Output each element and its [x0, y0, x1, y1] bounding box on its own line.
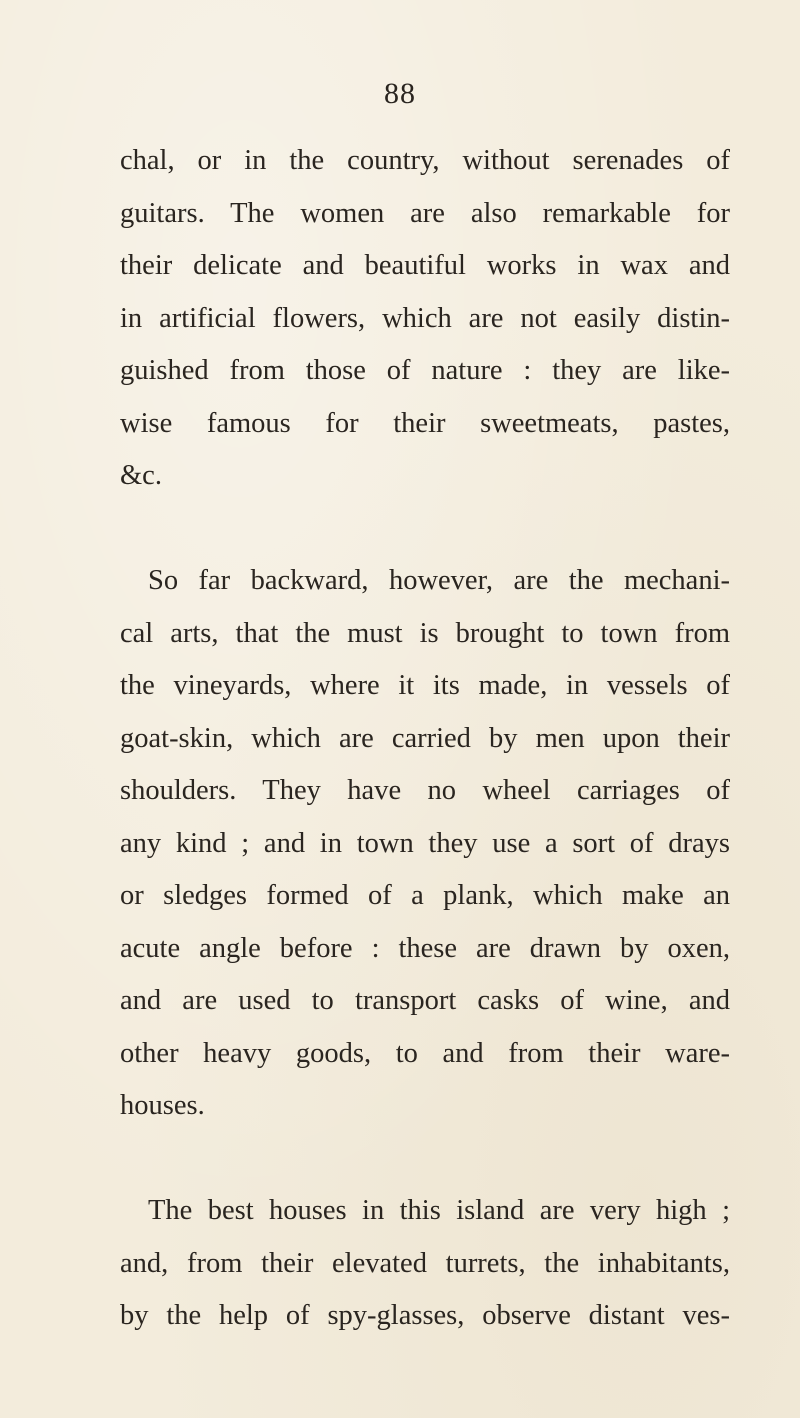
paragraph-gap	[120, 1133, 730, 1186]
text-line: &c.	[120, 460, 162, 491]
text-line: guished from those of nature : they are like-	[120, 355, 730, 386]
paragraph-gap	[120, 503, 730, 556]
text-line: chal, or in the country, without serenades of	[120, 145, 730, 176]
text-line: other heavy goods, to and from their ware-	[120, 1037, 730, 1069]
text-line: houses.	[120, 1090, 205, 1121]
text-line: and are used to transport casks of wine, and	[120, 985, 730, 1016]
text-line: goat-skin, which are carried by men upon their	[120, 722, 730, 754]
text-line: any kind ; and in town they use a sort of drays	[120, 827, 730, 859]
body-text	[120, 135, 730, 1343]
paragraph-2	[120, 555, 730, 1133]
paragraph-1	[120, 135, 730, 503]
paragraph-3	[120, 1185, 730, 1343]
text-line: their delicate and beautiful works in wax and	[120, 250, 730, 281]
text-line: shoulders. They have no wheel carriages of	[120, 775, 730, 806]
text-line: The best houses in this island are very high ;	[148, 1195, 730, 1226]
text-line: wise famous for their sweetmeats, pastes,	[120, 407, 730, 439]
text-line: by the help of spy-glasses, observe distant ves-	[120, 1300, 730, 1331]
text-line: guitars. The women are also remarkable for	[120, 197, 730, 229]
text-line: or sledges formed of a plank, which make an	[120, 880, 730, 911]
text-line: in artificial flowers, which are not easily distin-	[120, 302, 730, 334]
text-line: the vineyards, where it its made, in vessels of	[120, 670, 730, 701]
text-line: acute angle before : these are drawn by oxen,	[120, 932, 730, 964]
page-number: 88	[384, 77, 416, 110]
text-line: and, from their elevated turrets, the inhabitants,	[120, 1247, 730, 1279]
text-line: So far backward, however, are the mechani-	[148, 565, 730, 596]
text-line: cal arts, that the must is brought to town from	[120, 617, 730, 649]
